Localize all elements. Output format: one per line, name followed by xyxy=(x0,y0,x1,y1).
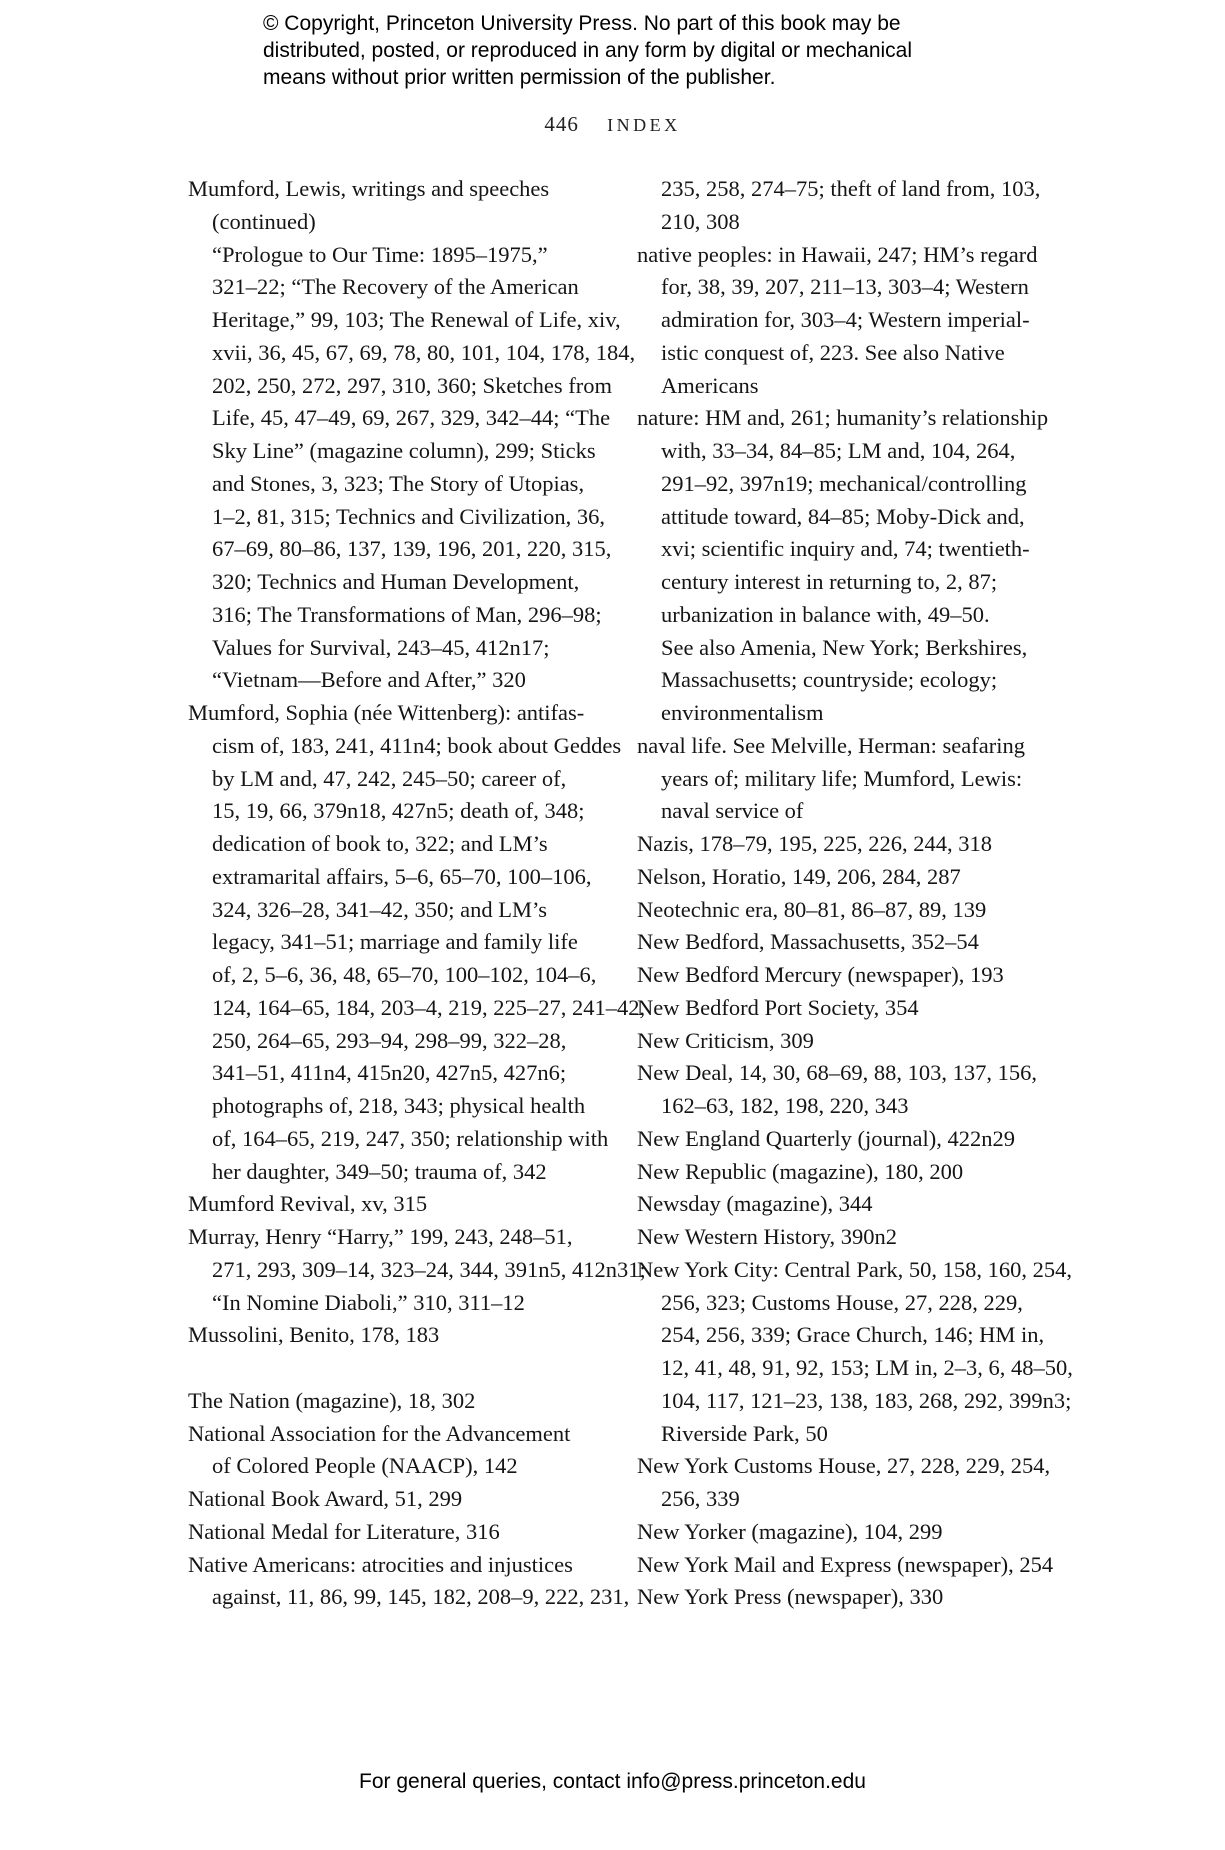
running-head xyxy=(0,112,1225,137)
index-entry-line: cism of, 183, 241, 411n4; book about Geddes xyxy=(212,732,622,758)
index-entry-line: 256, 323; Customs House, 27, 228, 229, xyxy=(661,1289,1023,1315)
index-entry xyxy=(188,1188,598,1221)
index-entry-line: 1–2, 81, 315; Technics and Civilization, 36, xyxy=(212,503,605,529)
index-entry xyxy=(188,697,646,1188)
index-entry-line: Native Americans: atrocities and injustices xyxy=(188,1551,573,1577)
index-entry xyxy=(637,926,1047,959)
index-entry-line: National Book Award, 51, 299 xyxy=(188,1486,463,1511)
index-entry-line: of, 2, 5–6, 36, 48, 65–70, 100–102, 104–6, xyxy=(212,962,597,987)
index-entry-line: Nelson, Horatio, 149, 206, 284, 287 xyxy=(637,863,961,889)
entry-gap xyxy=(188,1352,598,1385)
copyright-line: means without prior written permission of the publisher. xyxy=(263,66,776,89)
index-entry-line: of Colored People (NAACP), 142 xyxy=(212,1453,518,1479)
index-entry xyxy=(637,1057,1047,1123)
index-entry xyxy=(637,861,1047,894)
index-entry-line: dedication of book to, 322; and LM’s xyxy=(212,831,548,856)
index-entry-line: Heritage,” 99, 103; The Renewal of Life, xiv, xyxy=(212,307,621,332)
index-entry-line: New Bedford Port Society, 354 xyxy=(637,994,919,1020)
index-entry-line: of, 164–65, 219, 247, 350; relationship with xyxy=(212,1125,609,1151)
index-entry-line: (continued) xyxy=(212,208,316,234)
index-entry xyxy=(188,1319,598,1352)
index-entry xyxy=(637,173,1047,239)
index-entry-line: Massachusetts; countryside; ecology; xyxy=(661,667,998,693)
index-entry-line: 235, 258, 274–75; theft of land from, 103, xyxy=(661,176,1041,201)
index-entry-line: xvi; scientific inquiry and, 74; twentieth- xyxy=(661,536,1030,562)
index-entry xyxy=(637,402,1047,730)
index-entry-line: New York Mail and Express (newspaper), 254 xyxy=(637,1551,1054,1577)
index-entry xyxy=(188,1483,598,1516)
index-entry-line: 162–63, 182, 198, 220, 343 xyxy=(661,1093,909,1118)
index-entry-line: New England Quarterly (journal), 422n29 xyxy=(637,1125,1016,1151)
index-entry-line: against, 11, 86, 99, 145, 182, 208–9, 222, 231, xyxy=(212,1584,630,1610)
index-entry-line: 291–92, 397n19; mechanical/controlling xyxy=(661,470,1027,496)
index-entry-line: urbanization in balance with, 49–50. xyxy=(661,601,990,627)
index-entry-line: The Nation (magazine), 18, 302 xyxy=(188,1387,476,1413)
index-entry-line: 15, 19, 66, 379n18, 427n5; death of, 348; xyxy=(212,798,585,824)
index-entry-line: 12, 41, 48, 91, 92, 153; LM in, 2–3, 6, 48–50, xyxy=(661,1355,1073,1380)
index-entry-line: 256, 339 xyxy=(661,1486,740,1511)
index-entry-line: National Association for the Advancement xyxy=(188,1420,571,1446)
index-entry-line: Mumford, Sophia (née Wittenberg): antifas- xyxy=(188,700,585,725)
index-entry-line: 67–69, 80–86, 137, 139, 196, 201, 220, 315, xyxy=(212,536,612,562)
index-entry-line: 202, 250, 272, 297, 310, 360; Sketches from xyxy=(212,372,612,398)
index-entry-line: by LM and, 47, 242, 245–50; career of, xyxy=(212,765,567,791)
index-entry-line: legacy, 341–51; marriage and family life xyxy=(212,929,578,955)
index-entry-line: New Bedford Mercury (newspaper), 193 xyxy=(637,962,1004,987)
index-entry xyxy=(637,1025,1047,1058)
section-title: INDEX xyxy=(607,115,681,135)
index-entry xyxy=(637,1516,1047,1549)
index-entry-line: Sky Line” (magazine column), 299; Sticks xyxy=(212,438,596,463)
index-entry-line: xvii, 36, 45, 67, 69, 78, 80, 101, 104, 178, 184, xyxy=(212,339,636,365)
index-entry-line: with, 33–34, 84–85; LM and, 104, 264, xyxy=(661,438,1016,463)
index-entry-line: Values for Survival, 243–45, 412n17; xyxy=(212,634,550,660)
index-entry-line: “In Nomine Diaboli,” 310, 311–12 xyxy=(212,1289,525,1315)
index-entry-line: naval life. See Melville, Herman: seafaring xyxy=(637,732,1025,758)
index-entry-line: See also Amenia, New York; Berkshires, xyxy=(661,634,1028,660)
index-entry-line: century interest in returning to, 2, 87; xyxy=(661,569,998,594)
index-entry-line: photographs of, 218, 343; physical health xyxy=(212,1093,586,1118)
copyright-line: © Copyright, Princeton University Press. No part of this book may be xyxy=(263,12,901,35)
index-entry-line: Riverside Park, 50 xyxy=(661,1420,828,1446)
index-entry-line: Newsday (magazine), 344 xyxy=(637,1191,873,1217)
index-entry-line: nature: HM and, 261; humanity’s relationship xyxy=(637,405,1049,431)
index-entry-line: 316; The Transformations of Man, 296–98; xyxy=(212,601,602,627)
index-entry-line: New Yorker (magazine), 104, 299 xyxy=(637,1518,943,1544)
index-entry-line: New Criticism, 309 xyxy=(637,1027,814,1053)
index-column-left xyxy=(188,173,646,1614)
index-entry-line: 254, 256, 339; Grace Church, 146; HM in, xyxy=(661,1322,1045,1348)
index-entry xyxy=(637,1156,1047,1189)
index-entry-line: Mumford, Lewis, writings and speeches xyxy=(188,176,550,201)
index-entry xyxy=(637,894,1047,927)
index-entry-line: attitude toward, 84–85; Moby-Dick and, xyxy=(661,503,1025,529)
index-entry-line: 104, 117, 121–23, 138, 183, 268, 292, 399n3; xyxy=(661,1387,1072,1413)
index-entry xyxy=(637,1581,1047,1614)
index-entry-line: her daughter, 349–50; trauma of, 342 xyxy=(212,1158,547,1184)
index-entry-line: National Medal for Literature, 316 xyxy=(188,1518,500,1544)
index-entry xyxy=(637,1188,1047,1221)
index-entry-line: 321–22; “The Recovery of the American xyxy=(212,274,579,300)
index-entry-line: New York Press (newspaper), 330 xyxy=(637,1584,944,1610)
page-number: 446 xyxy=(544,112,579,136)
index-entry xyxy=(188,1418,598,1484)
index-entry-line: 124, 164–65, 184, 203–4, 219, 225–27, 241–42, xyxy=(212,994,646,1020)
index-entry-line: 271, 293, 309–14, 323–24, 344, 391n5, 412n31; xyxy=(212,1256,646,1282)
index-entry-line: years of; military life; Mumford, Lewis: xyxy=(661,765,1023,791)
index-entry-line: admiration for, 303–4; Western imperial- xyxy=(661,307,1030,332)
index-entry xyxy=(188,173,636,697)
index-entry-line: 210, 308 xyxy=(661,208,740,234)
index-entry xyxy=(637,1123,1047,1156)
index-entry-line: for, 38, 39, 207, 211–13, 303–4; Western xyxy=(661,274,1029,300)
index-entry-line: New Bedford, Massachusetts, 352–54 xyxy=(637,929,979,955)
index-entry xyxy=(637,730,1047,828)
index-entry-line: istic conquest of, 223. See also Native xyxy=(661,339,1005,365)
index-entry xyxy=(637,959,1047,992)
index-entry-line: New Western History, 390n2 xyxy=(637,1224,898,1249)
index-entry-line: 250, 264–65, 293–94, 298–99, 322–28, xyxy=(212,1027,567,1053)
index-entry-line: Mumford Revival, xv, 315 xyxy=(188,1191,428,1217)
index-entry-line: New York Customs House, 27, 228, 229, 254, xyxy=(637,1453,1051,1479)
index-entry-line: New Deal, 14, 30, 68–69, 88, 103, 137, 156, xyxy=(637,1060,1037,1086)
index-entry xyxy=(637,1254,1073,1451)
index-entry-line: Life, 45, 47–49, 69, 267, 329, 342–44; “The xyxy=(212,405,611,431)
index-entry xyxy=(637,239,1047,403)
copyright-line: distributed, posted, or reproduced in any form by digital or mechanical xyxy=(263,39,913,62)
copyright-notice xyxy=(263,10,1023,91)
index-entry-line: Murray, Henry “Harry,” 199, 243, 248–51, xyxy=(188,1224,573,1249)
index-entry xyxy=(188,1385,598,1418)
index-entry xyxy=(188,1516,598,1549)
index-entry-line: New York City: Central Park, 50, 158, 160, 254, xyxy=(637,1256,1072,1282)
index-entry-line: 320; Technics and Human Development, xyxy=(212,569,580,594)
index-entry-line: native peoples: in Hawaii, 247; HM’s regard xyxy=(637,241,1038,267)
index-entry-line: Neotechnic era, 80–81, 86–87, 89, 139 xyxy=(637,896,987,922)
index-entry-line: 324, 326–28, 341–42, 350; and LM’s xyxy=(212,896,547,922)
index-column-right xyxy=(637,173,1073,1614)
index-entry-line: New Republic (magazine), 180, 200 xyxy=(637,1158,964,1184)
index-entry-line: Nazis, 178–79, 195, 225, 226, 244, 318 xyxy=(637,831,992,856)
index-entry-line: “Prologue to Our Time: 1895–1975,” xyxy=(212,241,548,267)
index-entry-line: extramarital affairs, 5–6, 65–70, 100–106, xyxy=(212,863,592,889)
index-entry xyxy=(188,1549,630,1615)
index-entry xyxy=(637,1221,1047,1254)
index-entry-line: 341–51, 411n4, 415n20, 427n5, 427n6; xyxy=(212,1060,567,1086)
index-entry xyxy=(637,828,1047,861)
footer-contact: For general queries, contact info@press.princeton.edu xyxy=(359,1770,866,1793)
index-entry-line: naval service of xyxy=(661,798,804,824)
index-entry-line: Mussolini, Benito, 178, 183 xyxy=(188,1322,440,1348)
index-entry-line: “Vietnam—Before and After,” 320 xyxy=(212,667,526,693)
index-entry xyxy=(188,1221,646,1319)
index-entry-line: environmentalism xyxy=(661,700,824,725)
index-entry xyxy=(637,992,1047,1025)
index-entry-line: and Stones, 3, 323; The Story of Utopias, xyxy=(212,470,585,496)
index-entry xyxy=(637,1450,1051,1516)
index-entry-line: Americans xyxy=(661,372,759,398)
index-entry xyxy=(637,1549,1054,1582)
